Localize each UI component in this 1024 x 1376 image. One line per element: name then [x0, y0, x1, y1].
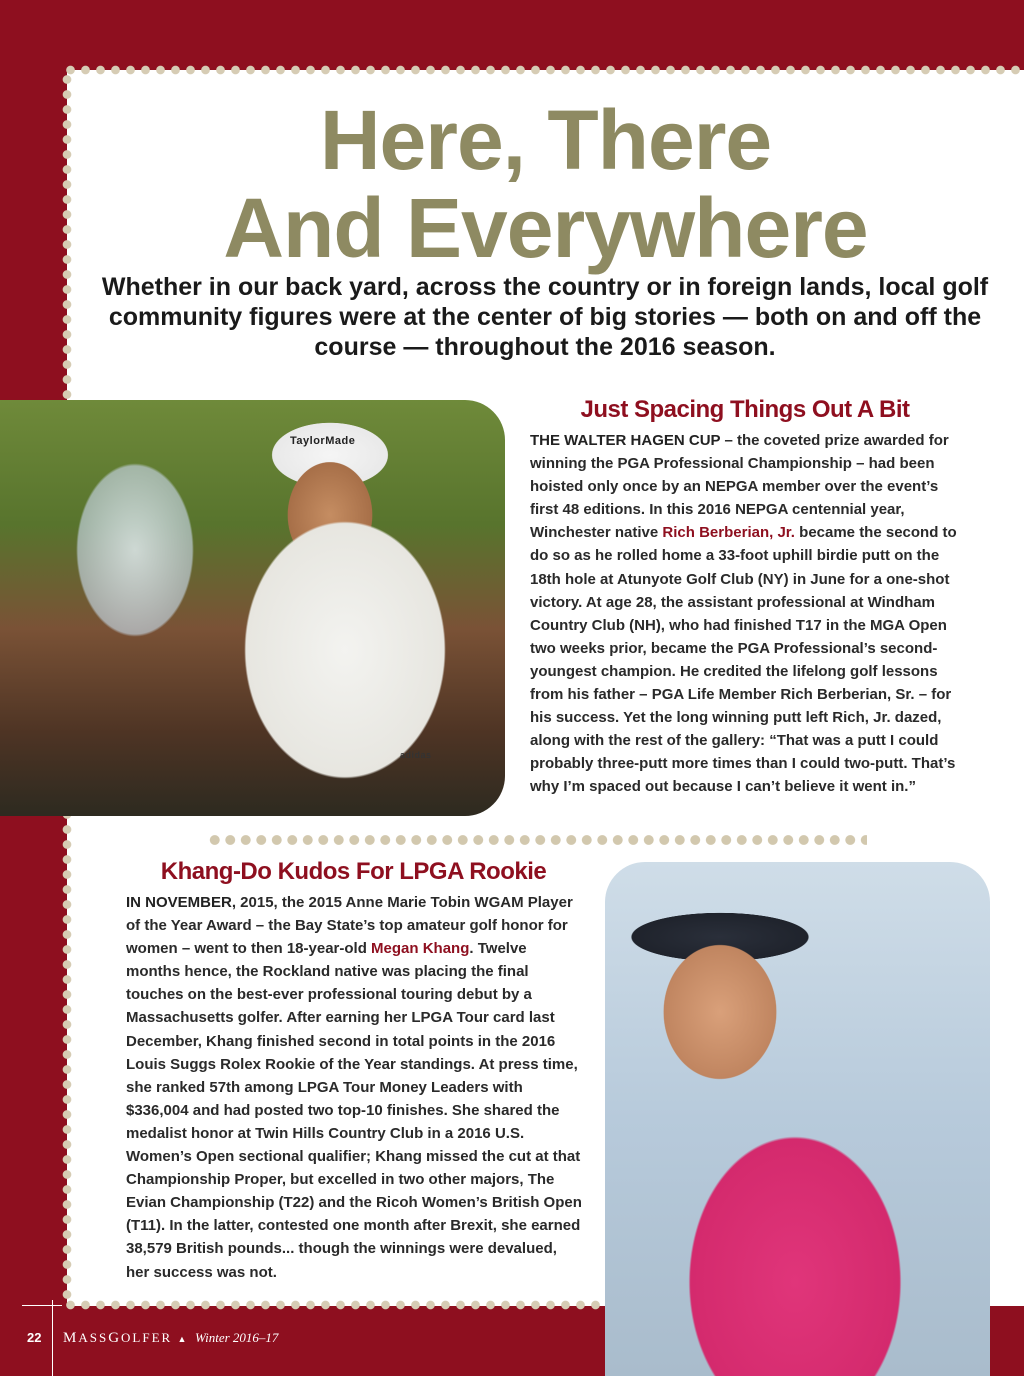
story2-headline: Khang-Do Kudos For LPGA Rookie [160, 858, 547, 885]
page-title: Here, There And Everywhere [223, 93, 868, 275]
dotted-divider [207, 834, 867, 846]
photo-rich-berberian-trophy [0, 400, 505, 816]
story1-body [530, 429, 960, 799]
cap-logo-text: TaylorMade [290, 435, 356, 447]
story1-text-b: became the second to do so as he rolled home a 33-foot uphill birdie putt on the 18th hole at Atunyote Golf Club (NY) in June for a one-shot victory. At age 28, the assistant professional at Windham Country Club (NH), who had finished T17 in the MGA Open two weeks prior, became the PGA Professional’s second-youngest champion. He credited the lifelong golf lessons from his father – PGA Life Member Rich Berberian, Sr. – for his success. Yet the long winning putt left Rich, Jr. dazed, along with the rest of the gallery: “That was a putt I could probably three-putt more times than I could two-putt. That’s why I’m spaced out because I can’t believe it went in.” [530, 524, 957, 796]
masthead-logo: MASSGOLFER ▲ [63, 1330, 187, 1346]
issue-date: Winter 2016–17 [195, 1330, 279, 1345]
story1-name: Rich Berberian, Jr. [662, 524, 795, 542]
story2-body [126, 891, 584, 1284]
story2-text-a: , 2015, the 2015 Anne Marie Tobin WGAM Player of the Year Award – the Bay State’s top amateur golf honor for women – went to then 18-year-old [126, 894, 573, 958]
footer-crop-line [22, 1305, 62, 1306]
page-number: 22 [27, 1330, 42, 1345]
story2-lead: IN NOVEMBER [126, 894, 232, 911]
deck-subtitle: Whether in our back yard, across the country or in foreign lands, local golf community figures were at the center of big stories — both on and off the course — throughout the 2016 season. [101, 273, 989, 361]
story2-text-b: . Twelve months hence, the Rockland native was placing the final touches on the best-ever professional touring debut by a Massachusetts golfer. After earning her LPGA Tour card last December, Khang finished second in total points in the 2016 Louis Suggs Rolex Rookie of the Year standings. At press time, she ranked 57th among LPGA Tour Money Leaders with $336,004 and had posted two top-10 finishes. She shared the medalist honor at Twin Hills Country Club in a 2016 U.S. Women’s Open sectional qualifier; Khang missed the cut at that Championship Proper, but excelled in two other majors, The Evian Championship (T22) and the Ricoh Women’s British Open (T11). In the latter, contested one month after Brexit, she earned 38,579 British pounds... though the winnings were devalued, her success was not. [126, 940, 582, 1281]
footer-crop-line [52, 1300, 53, 1376]
photo-megan-khang-swing [605, 862, 990, 1376]
story2-name: Megan Khang [371, 940, 470, 958]
dotted-border-bottom [63, 1300, 613, 1310]
shirt-logo-text: adidas [400, 750, 432, 760]
story1-headline: Just Spacing Things Out A Bit [580, 396, 910, 423]
story1-lead: THE WALTER HAGEN CUP [530, 432, 721, 449]
flag-icon: ▲ [177, 1334, 187, 1344]
dotted-border-top [63, 65, 1024, 75]
story1-text-a: – the coveted prize awarded for winning the PGA Professional Championship – had been hoisted only once by an NEPGA member over the event’s first 48 editions. In this 2016 NEPGA centennial year, Winchester native [530, 432, 949, 542]
